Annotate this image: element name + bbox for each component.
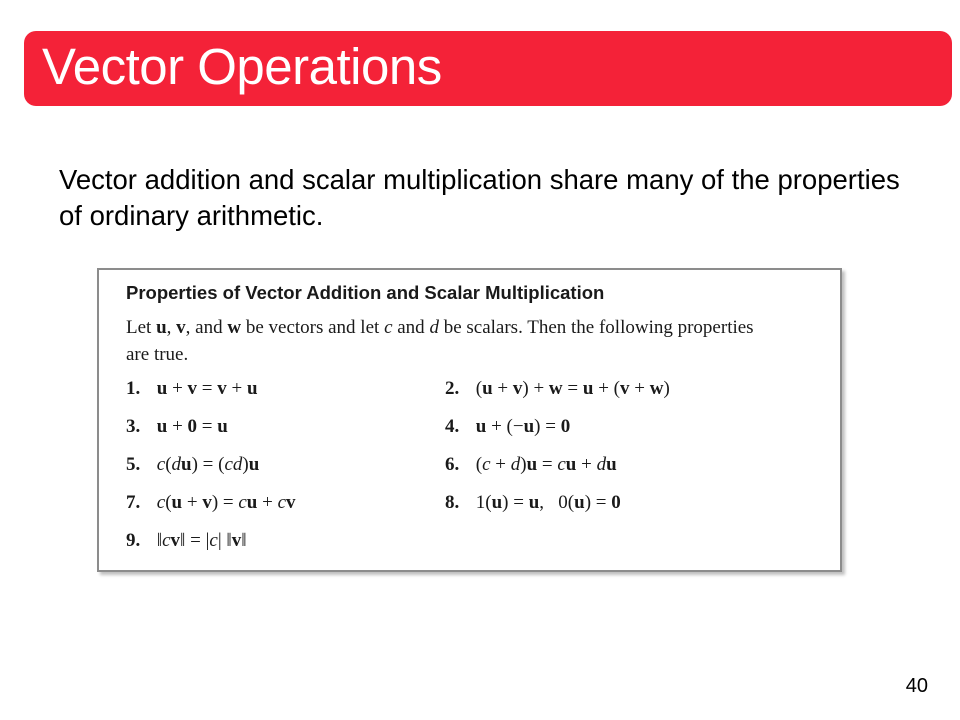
page-number: 40 (905, 675, 928, 697)
property-5 (126, 454, 259, 476)
property-expression: 1(u) = u, 0(u) = 0 (475, 492, 621, 513)
lead-text: be scalars. Then the following properties are true. (126, 317, 754, 365)
property-expression: (u + v) + w = u + (v + w) (475, 378, 670, 399)
lead-text: and (392, 317, 430, 338)
property-8 (445, 492, 621, 514)
lead-text: Let (126, 317, 157, 338)
property-number: 3. (126, 416, 141, 437)
property-number: 5. (126, 454, 141, 475)
property-expression: ‖cv‖ = |c| ‖v‖ (156, 530, 247, 551)
scalar-d: d (429, 317, 439, 338)
property-expression: u + v = v + u (156, 378, 258, 399)
property-3 (126, 416, 228, 438)
property-expression: c(u + v) = cu + cv (156, 492, 296, 513)
properties-box (97, 268, 842, 572)
property-number: 7. (126, 492, 141, 513)
slide-title: Vector Operations (42, 38, 442, 95)
scalar-c: c (384, 317, 393, 338)
vector-u: u (156, 317, 167, 338)
title-bar (24, 31, 952, 106)
property-4 (445, 416, 570, 438)
property-expression: (c + d)u = cu + du (475, 454, 617, 475)
property-expression: u + 0 = u (156, 416, 228, 437)
vector-w: w (227, 317, 242, 338)
property-number: 9. (126, 530, 141, 551)
intro-paragraph: Vector addition and scalar multiplication share many of the properties of ordinary arithmetic. (59, 164, 900, 231)
property-2 (445, 378, 670, 400)
property-7 (126, 492, 296, 514)
property-1 (126, 378, 258, 400)
lead-text: , (166, 317, 177, 338)
vector-v: v (176, 317, 186, 338)
box-lead-text (126, 314, 766, 368)
property-number: 2. (445, 378, 460, 399)
property-9 (126, 530, 247, 552)
property-number: 6. (445, 454, 460, 475)
property-number: 8. (445, 492, 460, 513)
property-number: 1. (126, 378, 141, 399)
lead-text: , and (185, 317, 228, 338)
lead-text: be vectors and let (241, 317, 385, 338)
property-number: 4. (445, 416, 460, 437)
property-6 (445, 454, 617, 476)
box-heading: Properties of Vector Addition and Scalar Multiplication (126, 282, 605, 303)
property-expression: u + (−u) = 0 (475, 416, 571, 437)
property-expression: c(du) = (cd)u (156, 454, 260, 475)
